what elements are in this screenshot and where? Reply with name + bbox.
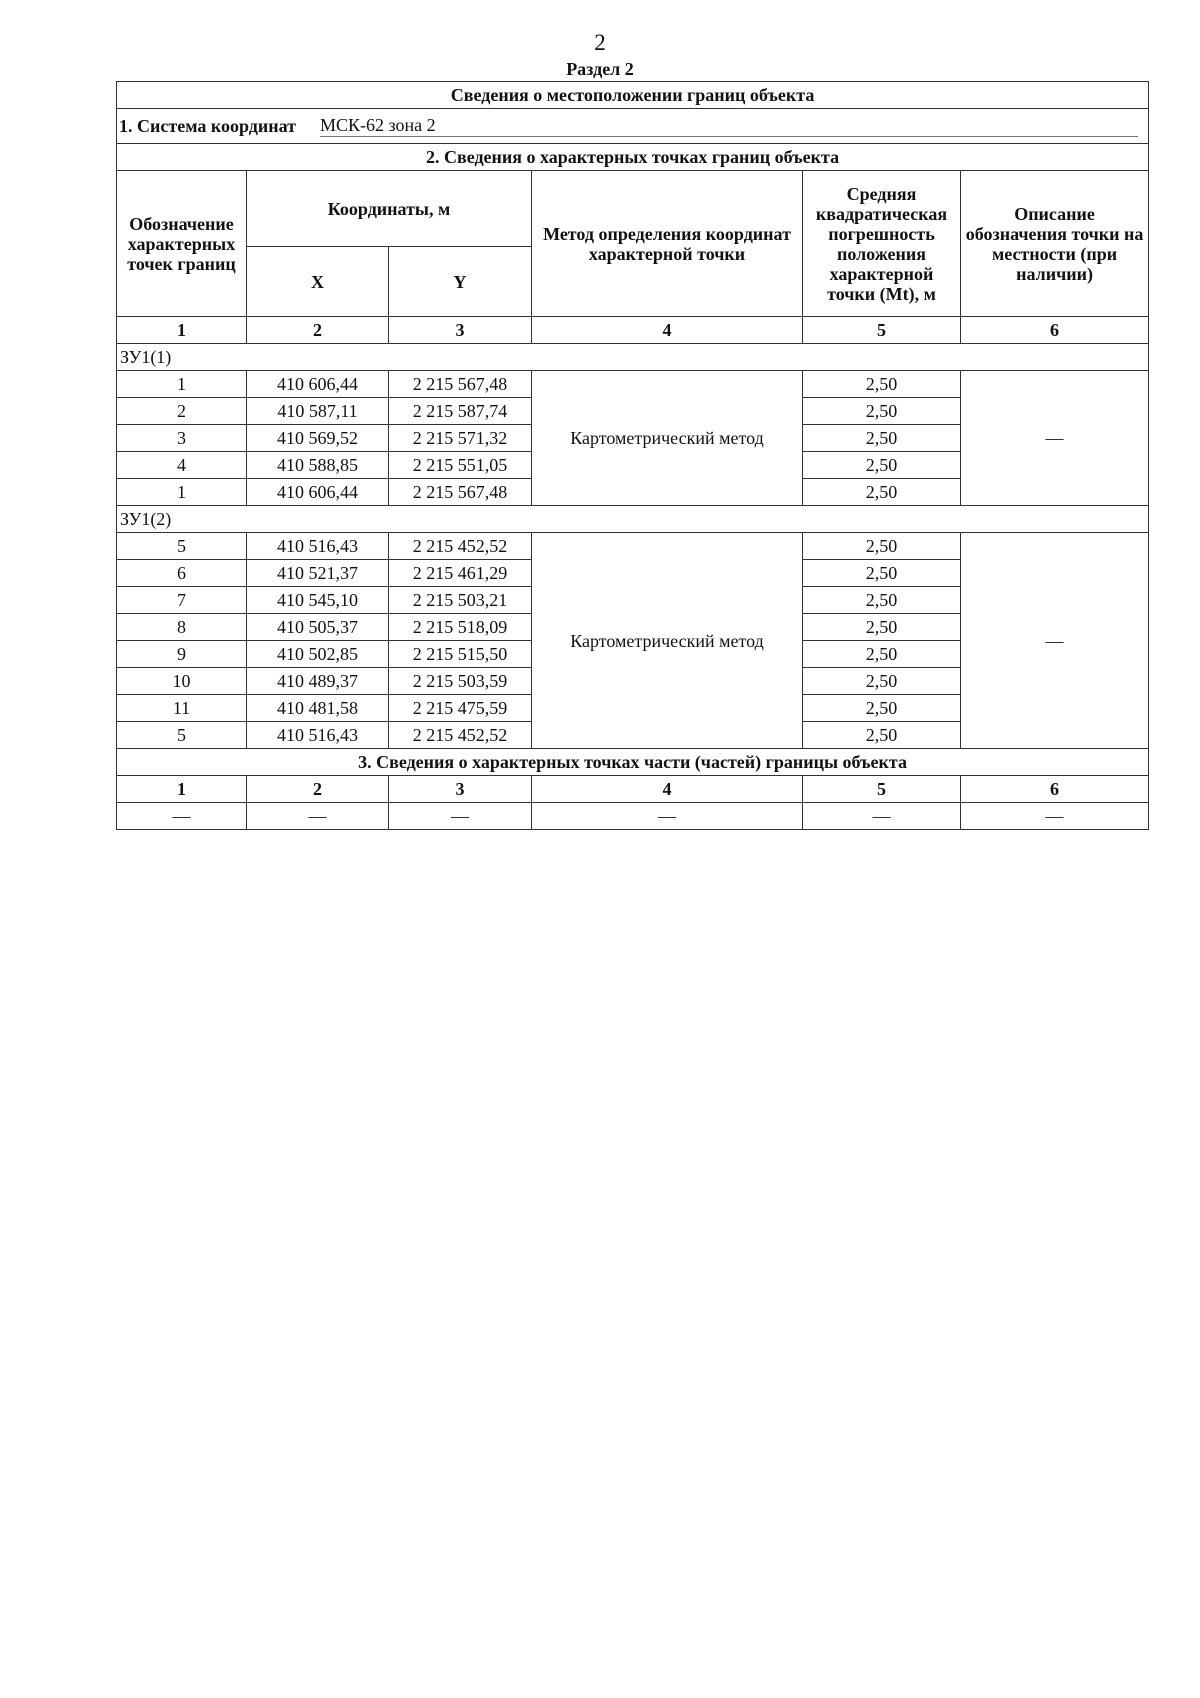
point-number: 5	[117, 722, 247, 749]
part3-cell: —	[961, 803, 1149, 830]
coord-y: 2 215 461,29	[389, 560, 532, 587]
part3-title-row	[117, 749, 1149, 776]
column-number: 2	[247, 317, 389, 344]
group-row	[117, 506, 1149, 533]
header-error: Средняя квадратическая погрешность положения характерной точки (Mt), м	[803, 171, 961, 317]
mt-value: 2,50	[803, 641, 961, 668]
boundary-table	[116, 81, 1149, 830]
mt-value: 2,50	[803, 533, 961, 560]
description-cell: —	[961, 371, 1149, 506]
point-number: 10	[117, 668, 247, 695]
column-number: 5	[803, 776, 961, 803]
coord-x: 410 502,85	[247, 641, 389, 668]
header-description: Описание обозначения точки на местности (при наличии)	[961, 171, 1149, 317]
column-number: 2	[247, 776, 389, 803]
point-number: 3	[117, 425, 247, 452]
coord-x: 410 481,58	[247, 695, 389, 722]
point-number: 8	[117, 614, 247, 641]
column-number: 5	[803, 317, 961, 344]
coord-x: 410 516,43	[247, 533, 389, 560]
part3-cell: —	[803, 803, 961, 830]
mt-value: 2,50	[803, 587, 961, 614]
point-number: 5	[117, 533, 247, 560]
mt-value: 2,50	[803, 425, 961, 452]
part3-cell: —	[247, 803, 389, 830]
mt-value: 2,50	[803, 695, 961, 722]
coord-y: 2 215 515,50	[389, 641, 532, 668]
coord-y: 2 215 571,32	[389, 425, 532, 452]
coord-x: 410 505,37	[247, 614, 389, 641]
point-number: 1	[117, 371, 247, 398]
coord-x: 410 569,52	[247, 425, 389, 452]
part2-title: 2. Сведения о характерных точках границ объекта	[117, 144, 1149, 171]
header-y: Y	[389, 247, 532, 317]
point-number: 2	[117, 398, 247, 425]
group-row	[117, 344, 1149, 371]
header-designation: Обозначение характерных точек границ	[117, 171, 247, 317]
part3-row	[117, 803, 1149, 830]
column-number: 1	[117, 317, 247, 344]
part3-title: 3. Сведения о характерных точках части (частей) границы объекта	[117, 749, 1149, 776]
point-number: 4	[117, 452, 247, 479]
group-name: ЗУ1(1)	[117, 344, 1149, 371]
coord-y: 2 215 503,59	[389, 668, 532, 695]
coord-y: 2 215 452,52	[389, 722, 532, 749]
header-x: X	[247, 247, 389, 317]
description-cell: —	[961, 533, 1149, 749]
coord-x: 410 606,44	[247, 371, 389, 398]
mt-value: 2,50	[803, 722, 961, 749]
method-cell: Картометрический метод	[532, 533, 803, 749]
point-number: 1	[117, 479, 247, 506]
table-title: Сведения о местоположении границ объекта	[117, 82, 1149, 109]
column-number: 6	[961, 317, 1149, 344]
coord-system-value: МСК-62 зона 2	[320, 115, 1138, 137]
coord-x: 410 587,11	[247, 398, 389, 425]
coord-x: 410 489,37	[247, 668, 389, 695]
page-number: 2	[594, 30, 606, 55]
method-cell: Картометрический метод	[532, 371, 803, 506]
column-number: 4	[532, 317, 803, 344]
coord-system-label: 1. Система координат	[119, 116, 296, 136]
coord-y: 2 215 518,09	[389, 614, 532, 641]
table-row	[117, 533, 1149, 560]
coord-x: 410 545,10	[247, 587, 389, 614]
coord-y: 2 215 587,74	[389, 398, 532, 425]
part3-column-numbers-row	[117, 776, 1149, 803]
mt-value: 2,50	[803, 371, 961, 398]
table-title-row	[117, 82, 1149, 109]
coord-y: 2 215 475,59	[389, 695, 532, 722]
column-number: 3	[389, 317, 532, 344]
coord-y: 2 215 567,48	[389, 371, 532, 398]
part3-cell: —	[532, 803, 803, 830]
coord-x: 410 521,37	[247, 560, 389, 587]
column-number: 1	[117, 776, 247, 803]
table-row	[117, 371, 1149, 398]
point-number: 11	[117, 695, 247, 722]
column-number: 6	[961, 776, 1149, 803]
column-numbers-row	[117, 317, 1149, 344]
column-number: 4	[532, 776, 803, 803]
coord-y: 2 215 567,48	[389, 479, 532, 506]
part2-title-row	[117, 144, 1149, 171]
part3-cell: —	[389, 803, 532, 830]
header-row-1	[117, 171, 1149, 247]
mt-value: 2,50	[803, 560, 961, 587]
section-title: Раздел 2	[566, 59, 634, 79]
coord-y: 2 215 551,05	[389, 452, 532, 479]
mt-value: 2,50	[803, 398, 961, 425]
coord-y: 2 215 503,21	[389, 587, 532, 614]
column-number: 3	[389, 776, 532, 803]
header-coords: Координаты, м	[247, 171, 532, 247]
header-method: Метод определения координат характерной точки	[532, 171, 803, 317]
coord-system-row	[117, 109, 1149, 144]
mt-value: 2,50	[803, 668, 961, 695]
mt-value: 2,50	[803, 452, 961, 479]
part3-cell: —	[117, 803, 247, 830]
mt-value: 2,50	[803, 479, 961, 506]
point-number: 9	[117, 641, 247, 668]
group-name: ЗУ1(2)	[117, 506, 1149, 533]
coord-x: 410 588,85	[247, 452, 389, 479]
coord-x: 410 606,44	[247, 479, 389, 506]
coord-x: 410 516,43	[247, 722, 389, 749]
point-number: 6	[117, 560, 247, 587]
coord-y: 2 215 452,52	[389, 533, 532, 560]
mt-value: 2,50	[803, 614, 961, 641]
point-number: 7	[117, 587, 247, 614]
